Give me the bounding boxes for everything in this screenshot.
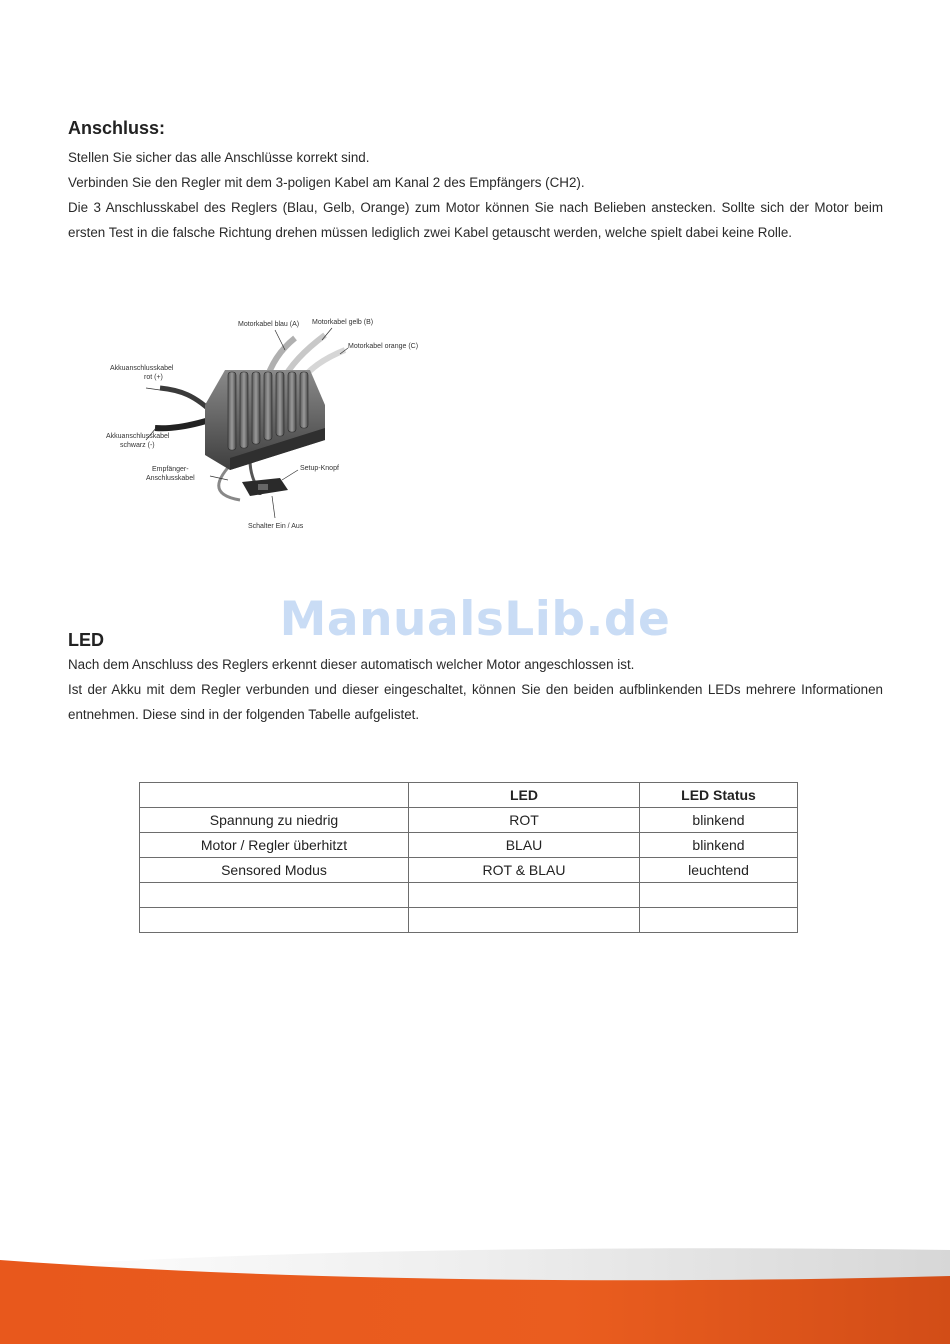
- label-motor-a: Motorkabel blau (A): [238, 321, 300, 328]
- table-cell: BLAU: [409, 833, 640, 858]
- anschluss-line-3: Die 3 Anschlusskabel des Reglers (Blau, Gelb, Orange) zum Motor können Sie nach Belieben anstecken. Sollte sich der Motor beim ersten Test in die falsche Richtung drehen müssen lediglich zwei Kabel getauscht werden, welche spielt dabei keine Rolle.: [68, 200, 883, 240]
- table-cell: [409, 883, 640, 908]
- label-akku-rot-1: Akkuanschlusskabel: [110, 365, 174, 372]
- table-cell: blinkend: [640, 833, 798, 858]
- label-akku-rot-2: rot (+): [144, 374, 163, 381]
- anschluss-line-1: Stellen Sie sicher das alle Anschlüsse korrekt sind.: [68, 150, 370, 165]
- table-cell: ROT & BLAU: [409, 858, 640, 883]
- label-akku-schwarz-2: schwarz (-): [120, 442, 155, 449]
- label-empf-1: Empfänger-: [152, 466, 189, 473]
- label-akku-schwarz-1: Akkuanschlusskabel: [106, 433, 170, 440]
- label-motor-c: Motorkabel orange (C): [348, 343, 419, 350]
- table-cell: Motor / Regler überhitzt: [140, 833, 409, 858]
- table-cell: Spannung zu niedrig: [140, 808, 409, 833]
- table-header-row: [140, 783, 798, 808]
- table-row: [140, 908, 798, 933]
- table-header-cell: LED Status: [640, 783, 798, 808]
- table-cell: [640, 883, 798, 908]
- table-cell: Sensored Modus: [140, 858, 409, 883]
- table-row: [140, 808, 798, 833]
- table-cell: [140, 908, 409, 933]
- led-status-table: [139, 782, 798, 933]
- label-setup: Setup-Knopf: [300, 465, 339, 472]
- table-header-cell: [140, 783, 409, 808]
- led-line-2: Ist der Akku mit dem Regler verbunden und dieser eingeschaltet, können Sie den beiden aufblinkenden LEDs mehrere Informationen entnehmen. Diese sind in der folgenden Tabelle aufgelistet.: [68, 682, 883, 722]
- table-cell: blinkend: [640, 808, 798, 833]
- label-motor-b: Motorkabel gelb (B): [312, 319, 374, 326]
- table-header-cell: LED: [409, 783, 640, 808]
- watermark: ManualsLib.de: [279, 592, 671, 647]
- table-cell: [140, 883, 409, 908]
- table-row: [140, 833, 798, 858]
- label-empf-2: Anschlusskabel: [146, 475, 195, 482]
- led-text: [68, 652, 883, 727]
- table-row: [140, 858, 798, 883]
- footer-wave: [0, 1244, 950, 1344]
- label-schalter: Schalter Ein / Aus: [248, 523, 304, 530]
- anschluss-line-2: Verbinden Sie den Regler mit dem 3-poligen Kabel am Kanal 2 des Empfängers (CH2).: [68, 175, 585, 190]
- table-cell: leuchtend: [640, 858, 798, 883]
- esc-wiring-diagram: [100, 310, 440, 540]
- section-heading-anschluss: Anschluss:: [68, 118, 166, 138]
- table-row: [140, 883, 798, 908]
- table-cell: ROT: [409, 808, 640, 833]
- anschluss-text: [68, 145, 883, 245]
- table-cell: [409, 908, 640, 933]
- led-line-1: Nach dem Anschluss des Reglers erkennt dieser automatisch welcher Motor angeschlossen ist.: [68, 657, 635, 672]
- table-cell: [640, 908, 798, 933]
- section-heading-led: LED: [68, 630, 104, 650]
